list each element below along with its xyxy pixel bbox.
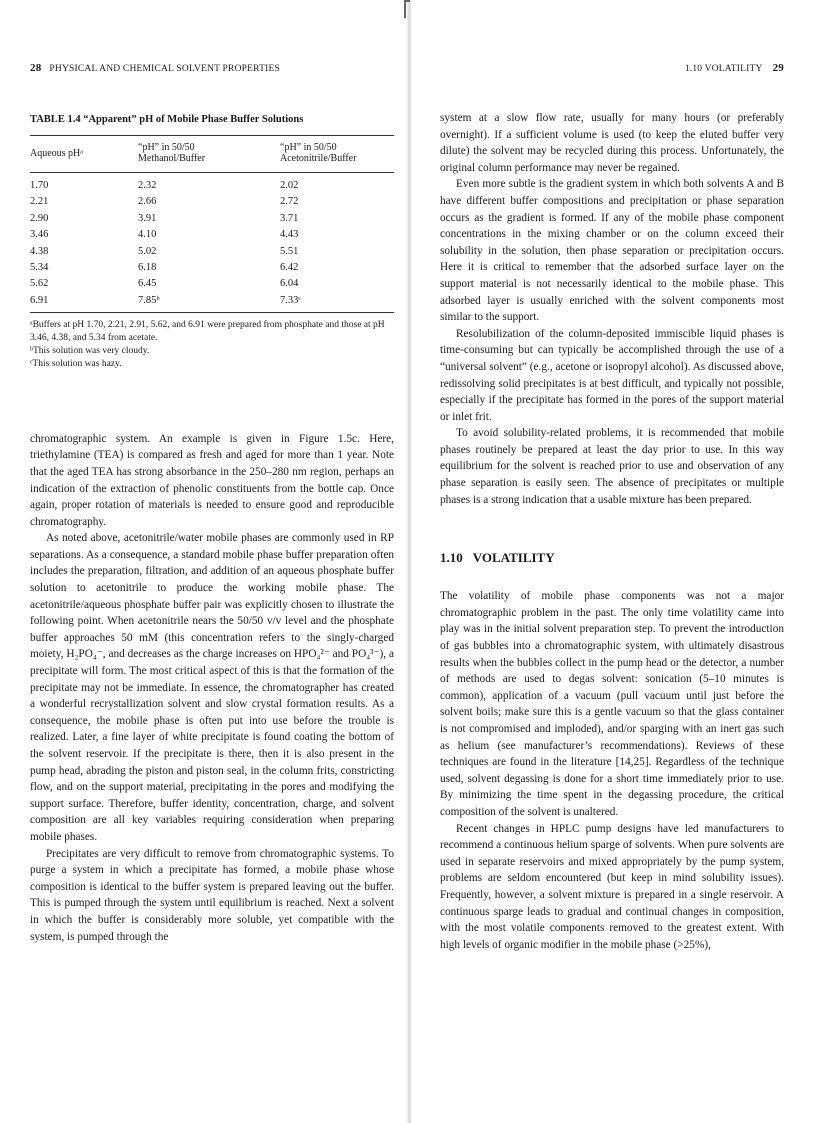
table-row	[30, 173, 394, 194]
table-cell: 3.91	[138, 212, 157, 224]
paragraph: Resolubilization of the column-deposited immiscible liquid phases is time-consuming but can typically be accomplished through the use of a “universal solvent” (e.g., acetone or isopropyl alcohol). As discussed above, redissolving solid precipitates is at best difficult, and typically not possible, especially if the precipitate has formed in the pores of the support material or inlet frit.	[440, 327, 784, 423]
table-cell: 6.04	[280, 278, 299, 290]
table-row	[30, 210, 394, 226]
table-cell: 7.85ᵇ	[118, 292, 264, 313]
table-row	[30, 275, 394, 291]
section-heading	[440, 550, 784, 566]
right-body-text-top	[440, 110, 784, 508]
paragraph: The volatility of mobile phase components was not a major chromatographic problem in the past. The only time volatility came into play was in the initial solvent preparation step. To prevent the introduction of gas bubbles into a chromatographic system, with ultimately disastrous results when the bubbles collect in the pump head or the detector, a number of methods are used to degas solvent: sonication (5–10 minutes is common), application of a vacuum (pull vacuum until just before the solvent boils; make sure this is a gentle vacuum so that the glass container is not compromised and imploded), and/or sparging with an inert gas such as helium (see manufacturer’s recommendations). Reviews of these techniques are found in the literature [14,25]. Regardless of the technique used, solvent degassing is done for a short time immediately prior to use. By minimizing the time spent in the degassing procedure, the critical composition of the solvent is unaltered.	[440, 590, 784, 818]
table-row	[30, 292, 394, 313]
table-title: TABLE 1.4 “Apparent” pH of Mobile Phase Buffer Solutions	[30, 114, 304, 125]
paragraph: To avoid solubility-related problems, it is recommended that mobile phases routinely be prepared at least the day prior to use. In this way equilibrium for the solvent is reached prior to use and observation of any phase separation is easily seen. The absence of precipitates or multiple phases is a strong indication that a usable mixture has been prepared.	[440, 427, 784, 506]
ph-table	[30, 135, 394, 313]
table-cell: 2.66	[138, 196, 157, 208]
table-row	[30, 226, 394, 242]
table-row	[30, 259, 394, 275]
section-number: 1.10	[440, 550, 463, 566]
right-running-head	[440, 62, 784, 80]
table-cell: 5.34	[30, 261, 49, 273]
binding-mark	[404, 0, 410, 18]
paragraph: Recent changes in HPLC pump designs have led manufacturers to recommend a continuous helium sparge of solvents. When pure solvents are used in separate reservoirs and mixed appropriately by the pump system, problems are seldom encountered (but keep in mind solubility issues). Frequently, however, a solvent mixture is prepared in a single reservoir. A continuous sparge leads to gradual and continual changes in composition, with the most volatile components removed to the greatest extent. With high levels of organic modifier in the mobile phase (>25%),	[440, 822, 784, 951]
table-cell: 3.71	[280, 212, 299, 224]
right-body-text-bottom	[440, 588, 784, 953]
table-footnotes	[30, 319, 394, 371]
table-cell: 5.62	[30, 278, 49, 290]
table-cell: 2.32	[138, 180, 157, 191]
paragraph: chromatographic system. An example is given in Figure 1.5c. Here, triethylamine (TEA) is compared as fresh and aged for more than 1 year. Note that the aged TEA has strong absorbance in the 250–280 nm region, perhaps an indication of the extraction of phenolic constituents from the bottle cap. Once again, proper rotation of materials is needed to ensure good and reproducible chromatography.	[30, 432, 394, 528]
table-cell: 5.02	[138, 245, 157, 257]
footnote-c: ᶜThis solution was hazy.	[30, 358, 122, 369]
left-page-number: 28	[30, 62, 42, 74]
left-page	[30, 62, 394, 945]
table-cell: 6.45	[138, 278, 157, 290]
table-header-row	[30, 136, 394, 173]
table-cell: 2.72	[280, 196, 299, 208]
right-running-title: 1.10 VOLATILITY	[684, 64, 763, 74]
right-page-number: 29	[772, 62, 784, 74]
table-cell: 7.33ᶜ	[264, 292, 394, 313]
table-cell: 3.46	[30, 229, 49, 241]
section-title: VOLATILITY	[472, 550, 555, 566]
page-gutter	[406, 0, 412, 1123]
table-cell: 6.42	[280, 261, 299, 273]
table-cell: 2.02	[280, 180, 299, 191]
table-cell: 5.51	[280, 245, 299, 257]
table-cell: 4.43	[280, 229, 299, 241]
footnote-a: ᵃBuffers at pH 1.70, 2.21, 2.91, 5.62, and 6.91 were prepared from phosphate and those at pH 3.46, 4.38, and 5.34 from acetate.	[30, 319, 385, 343]
table-cell: 2.21	[30, 196, 49, 208]
table-cell: 4.38	[30, 245, 49, 257]
column-header-methanol: “pH” in 50/50 Methanol/Buffer	[118, 136, 264, 173]
table-cell: 4.10	[138, 229, 157, 241]
right-page	[440, 62, 784, 953]
paragraph: system at a slow flow rate, usually for many hours (or preferably overnight). If a sufficient volume is used (to keep the eluted buffer very dilute) the solvent may be recycled during this process. Unfortunately, the original column performance may never be regained.	[440, 112, 784, 174]
left-body-text	[30, 431, 394, 945]
footnote-b: ᵇThis solution was very cloudy.	[30, 345, 150, 356]
table-cell: 6.91	[30, 292, 118, 313]
table-cell: 1.70	[30, 180, 49, 191]
left-running-title: PHYSICAL AND CHEMICAL SOLVENT PROPERTIES	[49, 64, 280, 74]
table-row	[30, 193, 394, 209]
column-header-aqueous-ph: Aqueous pHᵃ	[30, 136, 118, 173]
table-row	[30, 243, 394, 259]
paragraph: Precipitates are very difficult to remove from chromatographic systems. To purge a system in which a precipitate has formed, a mobile phase whose composition is identical to the buffer system is prepared leaving out the buffer. This is pumped through the system until equilibrium is reached. Next a solvent in which the buffer is considerably more soluble, yet compatible with the system, is pumped through the	[30, 847, 394, 943]
paragraph: As noted above, acetonitrile/water mobile phases are commonly used in RP separations. As a consequence, a standard mobile phase buffer preparation often includes the preparation, filtration, and addition of an aqueous phosphate buffer solution to acetonitrile to produce the working mobile phase. The acetonitrile/aqueous phosphate buffer pair was explicitly chosen to illustrate the following point. When acetonitrile nears the 50/50 v/v level and the phosphate buffer approaches 50 mM (this concentration refers to the singly-charged moiety, H₂PO₄⁻, and decreases as the charge increases on HPO₄²⁻ and PO₄³⁻), a precipitate will form. The most critical aspect of this is that the formation of the precipitate may not be immediate. In essence, the chromatographer has created a wonderful recrystallization solvent and slow crystal formation results. As a consequence, the mobile phase is often put into use before the trouble is realized. Later, a fine layer of white precipitate is found coating the bottom of the solvent reservoir. If the precipitate is there, then it is also present in the pump head, abrading the piston and piston seal, in the column frits, constricting flow, and on the support material, precipitating in the pores and modifying the support surface. Therefore, buffer identity, concentration, charge, and solvent composition are all key variables requiring consideration when preparing mobile phases.	[30, 532, 394, 843]
paragraph: Even more subtle is the gradient system in which both solvents A and B have different buffer compositions and precipitation or phase separation occurs as the gradient is formed. If any of the mobile phase component concentrations in the mixing chamber or on the column exceed their solubility in the solution, then phase separation or precipitation occurs. Here it is critical to remember that the adsorbed surface layer on the support material is not necessarily identical to the mobile phase. This adsorbed layer is usually enriched with the solvent components most similar to the support.	[440, 178, 784, 324]
column-header-acetonitrile: “pH” in 50/50 Acetonitrile/Buffer	[264, 136, 394, 173]
table-cell: 2.90	[30, 212, 49, 224]
table-cell: 6.18	[138, 261, 157, 273]
left-running-head	[30, 62, 394, 80]
